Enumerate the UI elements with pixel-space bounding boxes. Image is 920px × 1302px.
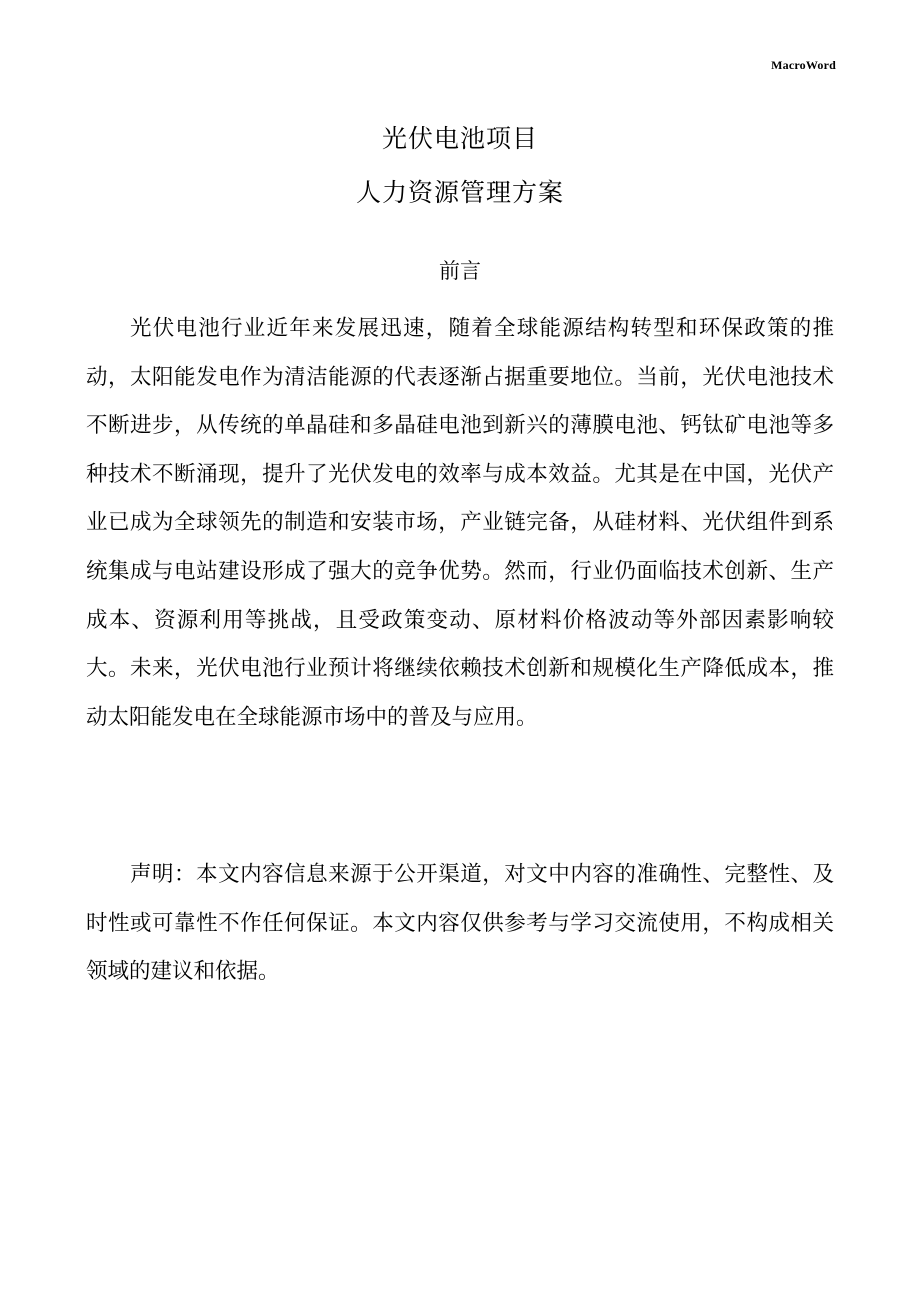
document-title-line-2: 人力资源管理方案 [355, 178, 564, 207]
disclaimer-paragraph: 声明：本文内容信息来源于公开渠道，对文中内容的准确性、完整性、及时性或可靠性不作任何保证。本文内容仅供参考与学习交流使用，不构成相关领域的建议和依据。 [86, 862, 834, 985]
preface-paragraph: 光伏电池行业近年来发展迅速，随着全球能源结构转型和环保政策的推动，太阳能发电作为清洁能源的代表逐渐占据重要地位。当前，光伏电池技术不断进步，从传统的单晶硅和多晶硅电池到新兴的薄膜电池、钙钛矿电池等多种技术不断涌现，提升了光伏发电的效率与成本效益。尤其是在中国，光伏产业已成为全球领先的制造和安装市场，产业链完备，从硅材料、光伏组件到系统集成与电站建设形成了强大的竞争优势。然而，行业仍面临技术创新、生产成本、资源利用等挑战，且受政策变动、原材料价格波动等外部因素影响较大。未来，光伏电池行业预计将继续依赖技术创新和规模化生产降低成本，推动太阳能发电在全球能源市场中的普及与应用。 [86, 316, 834, 730]
document-title-line-1: 光伏电池项目 [381, 124, 538, 153]
header-brand: MacroWord [771, 58, 836, 72]
preface-heading: 前言 [439, 259, 481, 283]
